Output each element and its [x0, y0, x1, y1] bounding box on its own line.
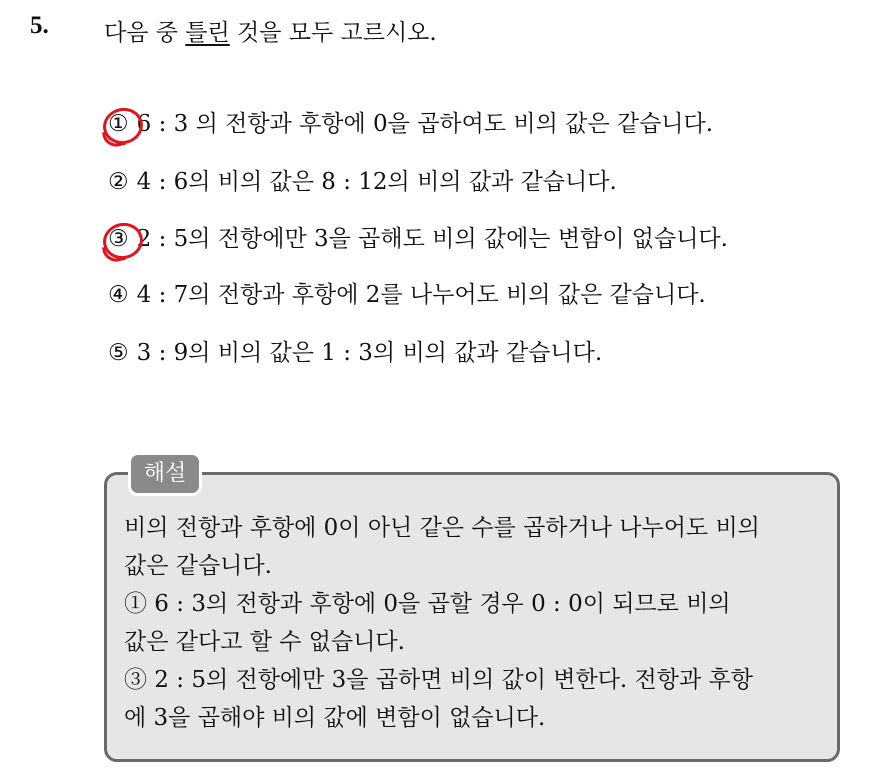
question-emphasis: 틀린 — [185, 20, 230, 46]
explanation-line-6: 에 3을 곱해야 비의 값에 변함이 없습니다. — [124, 705, 546, 731]
choice-1[interactable] — [108, 106, 713, 142]
question-suffix: 것을 모두 고르시오. — [229, 20, 437, 46]
explanation-line-4: 값은 같다고 할 수 없습니다. — [124, 629, 405, 655]
explanation-line-5: ③ 2 : 5의 전항에만 3을 곱하면 비의 값이 변한다. 전항과 후항 — [124, 667, 753, 693]
choice-2-text: 4 : 6의 비의 값은 8 : 12의 비의 값과 같습니다. — [136, 169, 617, 195]
choice-4-text: 4 : 7의 전항과 후항에 2를 나누어도 비의 값은 같습니다. — [136, 282, 706, 308]
explanation-line-1: 비의 전항과 후항에 0이 아닌 같은 수를 곱하거나 나누어도 비의 — [124, 515, 760, 541]
choice-4[interactable] — [108, 277, 706, 313]
explanation-text — [124, 509, 824, 737]
question-number: 5. — [30, 12, 49, 39]
explanation-tag: 해설 — [128, 452, 202, 496]
choice-2-marker: ② — [108, 169, 129, 195]
choice-1-marker: ① — [108, 111, 129, 137]
explanation-line-3: ① 6 : 3의 전항과 후항에 0을 곱할 경우 0 : 0이 되므로 비의 — [124, 591, 731, 617]
choice-4-marker: ④ — [108, 282, 129, 308]
question-prompt — [104, 14, 437, 47]
choice-3-text: 2 : 5의 전항에만 3을 곱해도 비의 값에는 변함이 없습니다. — [136, 226, 728, 252]
question-prefix: 다음 중 — [104, 20, 186, 46]
choice-3[interactable] — [108, 221, 728, 257]
choice-1-text: 6 : 3 의 전항과 후항에 0을 곱하여도 비의 값은 같습니다. — [136, 111, 714, 137]
explanation-line-2: 값은 같습니다. — [124, 553, 272, 579]
choice-5-text: 3 : 9의 비의 값은 1 : 3의 비의 값과 같습니다. — [136, 340, 603, 366]
choice-2[interactable] — [108, 164, 617, 200]
choice-5[interactable] — [108, 335, 602, 371]
choice-5-marker: ⑤ — [108, 340, 129, 366]
choice-3-marker: ③ — [108, 226, 129, 252]
